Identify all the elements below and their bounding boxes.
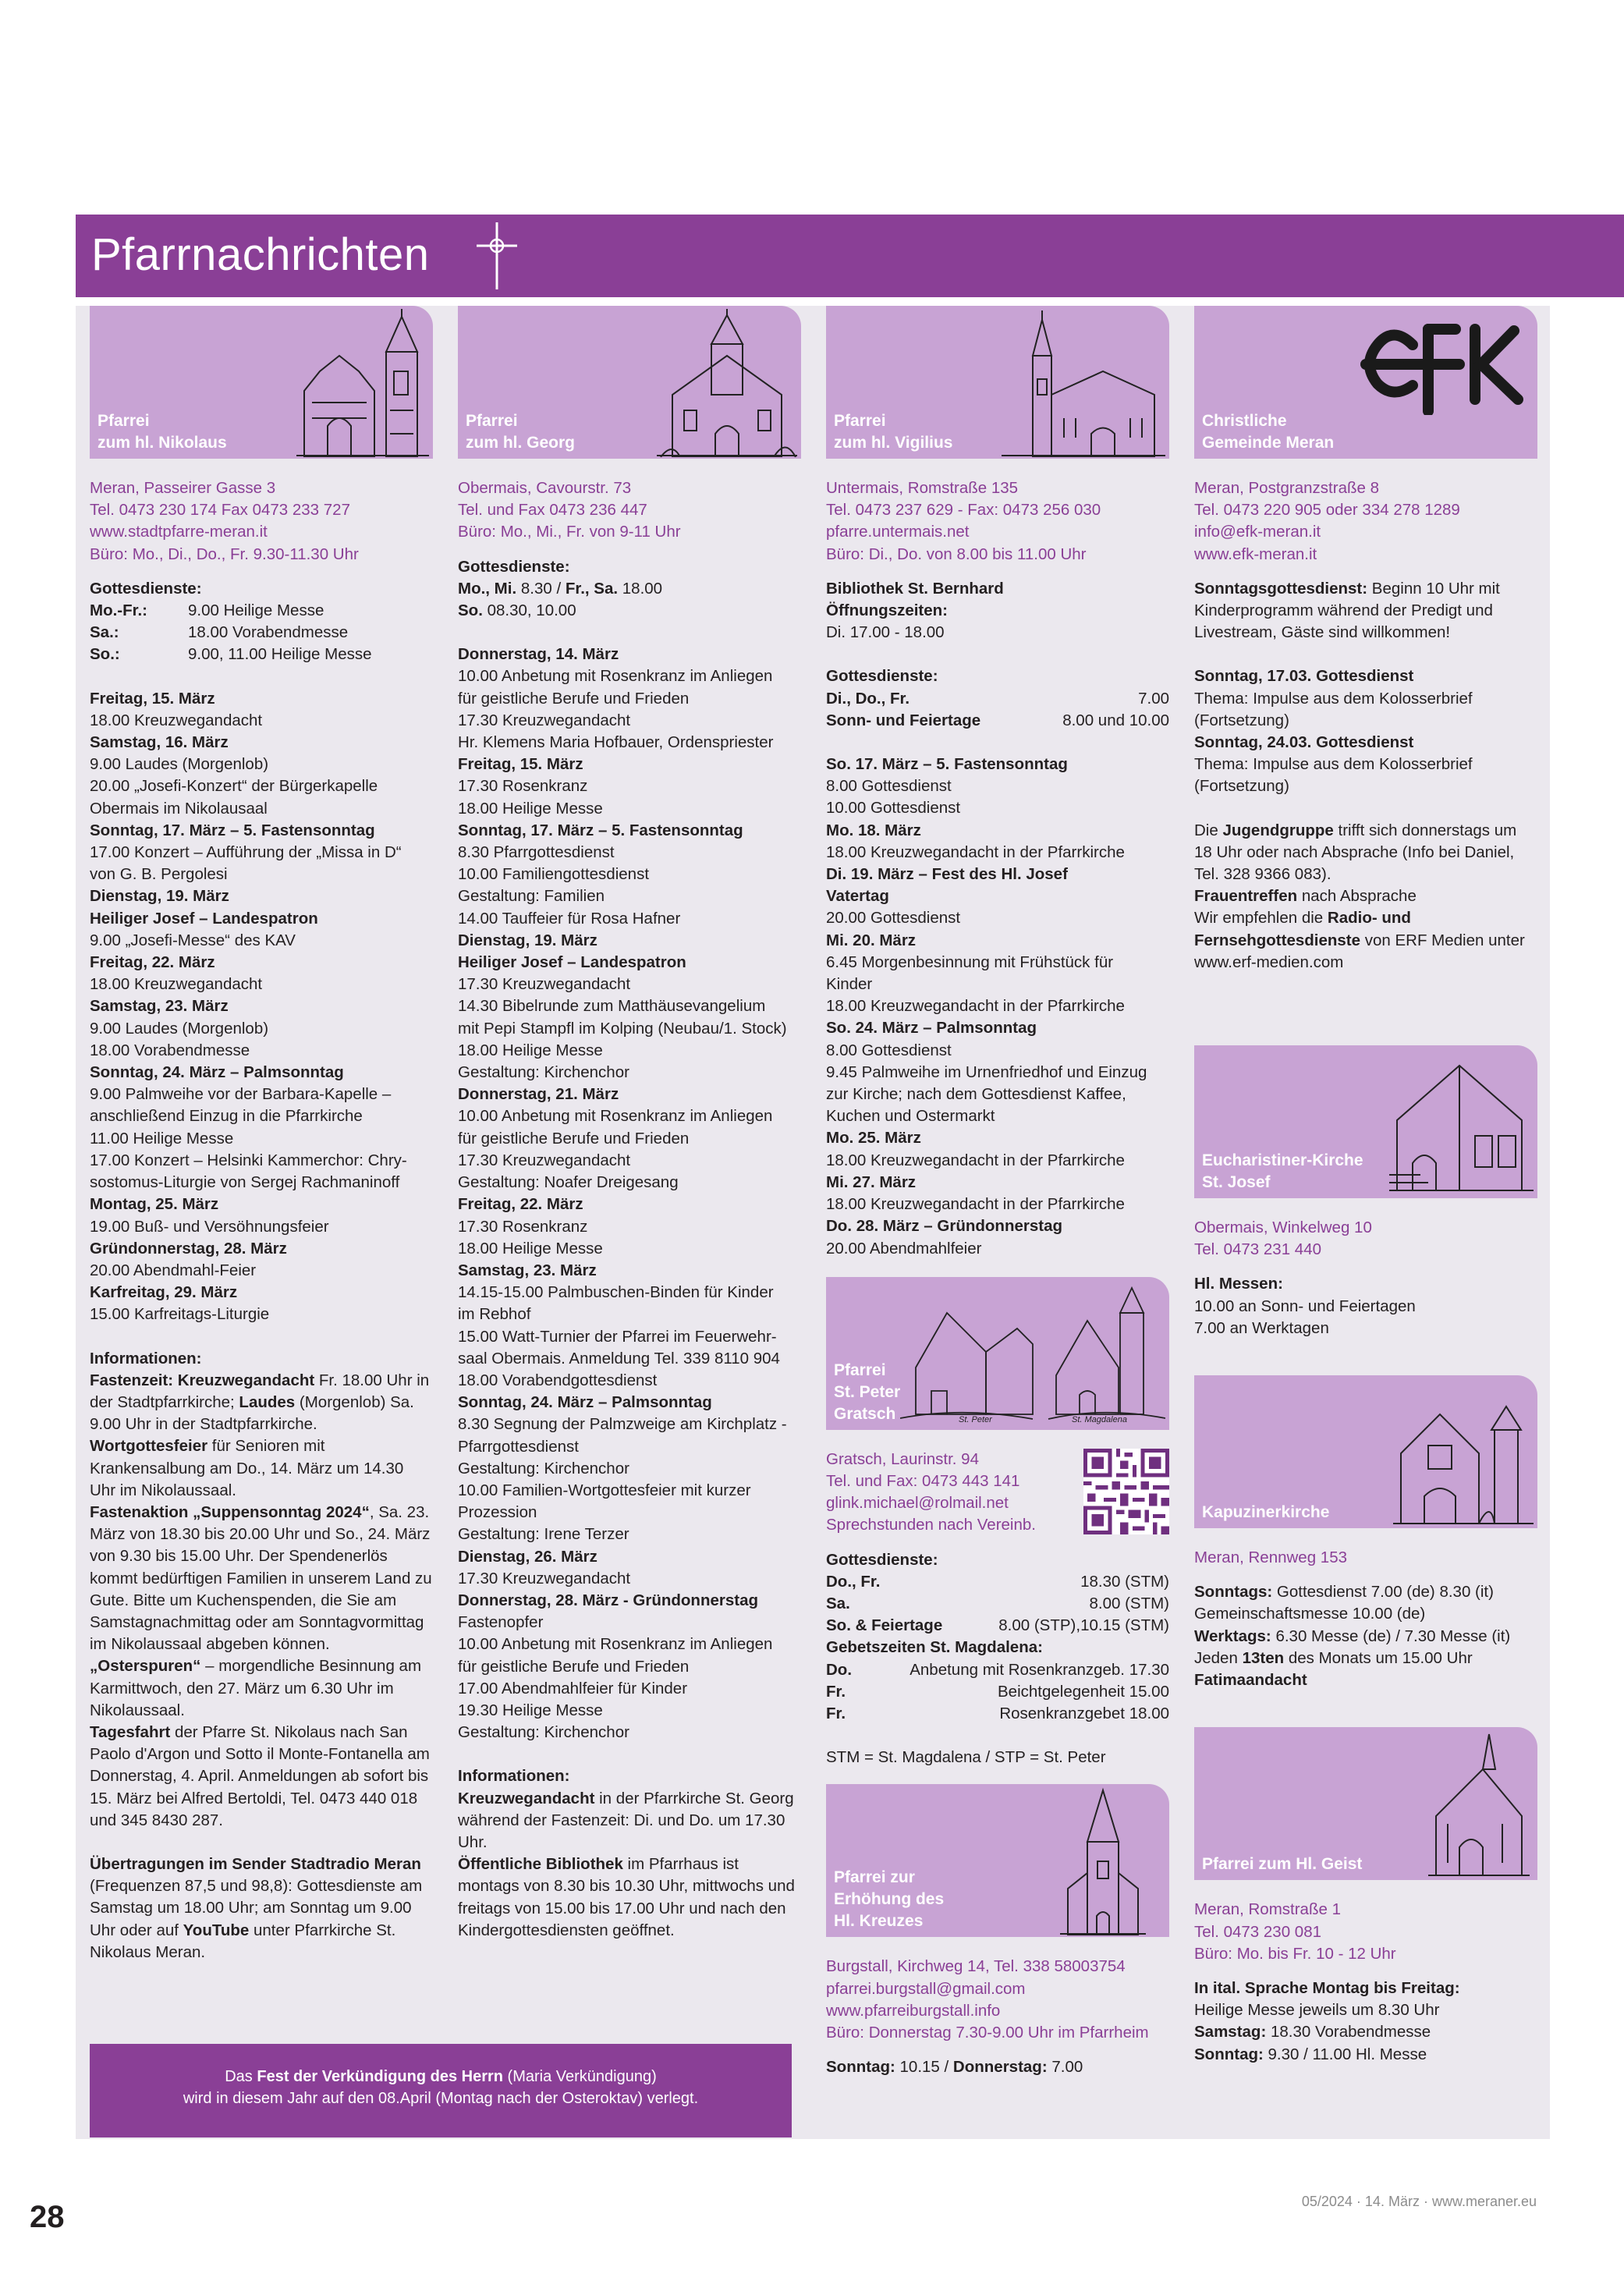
section-header bbox=[76, 215, 1624, 297]
parish-card-nikolaus bbox=[90, 306, 433, 459]
parish-schedule: Gottesdienste: Mo., Mi. 8.30 / Fr., Sa. 18.00 So. 08.30, 10.00 Donnerstag, 14. März 10.00 Anbetung mit Rosenkranz im Anliegen für geistliche Berufe und Frieden 17.30 Kreuzwegandacht Hr. Klemens Maria Hofbauer, Ordenspriester Freitag, 15. März 17.30 Rosenkranz 18.00 Heilige Messe Sonntag, 17. März – 5. Fastensonntag 8.30 Pfarrgottesdienst 10.00 Familiengottesdienst Gestaltung: Familien 14.00 Tauffeier für Rosa Hafner Dienstag, 19. März Heiliger Josef – Landespatron 17.30 Kreuzwegandacht 14.30 Bibelrunde zum Matthäusevangelium mit Pepi Stampfl im Kolping (Neubau/1. Stock) 18.00 Heilige Messe Gestaltung: Kirchenchor Donnerstag, 21. März 10.00 Anbetung mit Rosenkranz im Anliegen für geistliche Berufe und Frieden 17.30 Kreuzwegandacht Gestaltung: Noafer Dreigesang Freitag, 22. März 17.30 Rosenkranz 18.00 Heilige Messe Samstag, 23. März 14.15-15.00 Palmbuschen-Binden für Kinder im Rebhof 15.00 Watt-Turnier der Pfarrei im Feuerwehr- saal Obermais. Anmeldung Tel. 339 8110 904 18.00 Vorabendgottesdienst Sonntag, 24. März – Palmsonntag 8.30 Segnung der Palmzweige am Kirchplatz - Pfarrgottesdienst Gestaltung: Kirchenchor 10.00 Familien-Wortgottesfeier mit kurzer Prozession Gestaltung: Irene Terzer Dienstag, 26. März 17.30 Kreuzwegandacht Donnerstag, 28. März - Gründonnerstag Fastenopfer 10.00 Anbetung mit Rosenkranz im Anliegen für geistliche Berufe und Frieden 17.00 Abendmahlfeier für Kinder 19.30 Heilige Messe Gestaltung: Kirchenchor Informationen: Kreuzwegandacht in der Pfarrkirche St. Georg während der Fastenzeit: Di. und Do. um 17.30 Uhr. Öffentliche Bibliothek im Pfarrhaus ist montags von 8.30 bis 10.30 Uhr, mittwochs und freitags von 15.00 bis 17.00 Uhr und nach den Kindergottesdiensten geöffnet. bbox=[458, 557, 795, 1939]
card-title: Pfarrei St. Peter Gratsch bbox=[834, 1360, 901, 1423]
parish-address: Gratsch, Laurinstr. 94 Tel. und Fax: 0473 443 141 glink.michael@rolmail.net Sprechstunden nach Vereinb. bbox=[826, 1449, 1169, 1537]
church-illustration bbox=[1389, 1050, 1534, 1197]
column-vigilius bbox=[826, 306, 1169, 2078]
parish-card-efk bbox=[1194, 306, 1537, 459]
church-illustration bbox=[1393, 1383, 1534, 1527]
parish-card-hlgeist bbox=[1194, 1727, 1537, 1880]
church-illustration bbox=[1428, 1730, 1530, 1878]
sketch-label-st-magdalena: St. Magdalena bbox=[1072, 1414, 1127, 1424]
parish-address: Meran, Passeirer Gasse 3 Tel. 0473 230 174 Fax 0473 233 727 www.stadtpfarre-meran.it Büro: Mo., Di., Do., Fr. 9.30-11.30 Uhr bbox=[90, 477, 433, 566]
church-illustration bbox=[1002, 309, 1165, 457]
church-illustration bbox=[657, 309, 797, 457]
card-title: Pfarrei zur Erhöhung des Hl. Kreuzes bbox=[834, 1868, 945, 1931]
website-link[interactable]: www.efk-meran.it bbox=[1194, 545, 1317, 563]
parish-schedule: Gottesdienste: Mo.-Fr.: 9.00 Heilige Messe Sa.: 18.00 Vorabendmesse So.: 9.00, 11.00 Heilige Messe Freitag, 15. März 18.00 Kreuzwegandacht Samstag, 16. März 9.00 Laudes (Morgenlob) 20.00 „Josefi-Konzert“ der Bürgerkapelle Obermais im Nikolausaal Sonntag, 17. März – 5. Fastensonntag 17.00 Konzert – Aufführung der „Missa in D“ von G. B. Pergolesi Dienstag, 19. März Heiliger Josef – Landespatron 9.00 „Josefi-Messe“ des KAV Freitag, 22. März 18.00 Kreuzwegandacht Samstag, 23. März 9.00 Laudes (Morgenlob) 18.00 Vorabendmesse Sonntag, 24. März – Palmsonntag 9.00 Palmweihe vor der Barbara-Kapelle – anschließend Einzug in die Pfarrkirche 11.00 Heilige Messe 17.00 Konzert – Helsinki Kammerchor: Chry- sostomus-Liturgie von Sergej Rachmaninoff Montag, 25. März 19.00 Buß- und Versöhnungsfeier Gründonnerstag, 28. März 20.00 Abendmahl-Feier Karfreitag, 29. März 15.00 Karfreitags-Liturgie Informationen: Fastenzeit: Kreuzwegandacht Fr. 18.00 Uhr in der Stadtpfarrkirche; Laudes (Morgenlob) Sa. 9.00 Uhr in der Stadtpfarrkirche. Wortgottesfeier für Senioren mit Krankensalbung am Do., 14. März um 14.30 Uhr im Nikolaussaal. Fastenaktion „Suppensonntag 2024“, Sa. 23. März von 18.30 bis 20.00 Uhr und So., 24. März von 9.30 bis 15.00 Uhr. Der Spendenerlös kommt bedürftigen Familien in unserem Land zu Gute. Bitte um Kuchenspenden, die Sie am Samstagnachmittag oder am Sonntagvormittag im Nikolaussaal abgeben können. „Osterspuren“ – morgendliche Besinnung am Karmittwoch, den 27. März um 6.30 Uhr im Nikolaussaal. Tagesfahrt der Pfarre St. Nikolaus nach San Paolo d'Argon und Sotto il Monte-Fontanella am Donnerstag, 4. April. Anmeldungen ab sofort bis 15. März bei Alfred Bertoldi, Tel. 0473 440 018 und 345 8430 287. Übertragungen im Sender Stadtradio Meran (Frequenzen 87,5 und 98,8): Gottesdienste am Samstag um 18.00 Uhr; am Sonntag um 9.00 Uhr oder auf YouTube unter Pfarrkirche St. Nikolaus Meran. bbox=[90, 579, 432, 1961]
card-title: Pfarrei zum hl. Georg bbox=[466, 412, 576, 452]
parish-address: Burgstall, Kirchweg 14, Tel. 338 58003754 pfarrei.burgstall@gmail.com www.pfarreiburgstall.info Büro: Donnerstag 7.30-9.00 Uhr im Pfarrheim bbox=[826, 1956, 1169, 2044]
email-link[interactable]: pfarrei.burgstall@gmail.com bbox=[826, 1979, 1026, 1998]
parish-address: Meran, Postgranzstraße 8 Tel. 0473 220 905 oder 334 278 1289 info@efk-meran.it www.efk-meran.it bbox=[1194, 477, 1537, 566]
content-panel bbox=[76, 306, 1550, 2139]
page-footer: 05/2024 · 14. März · www.meraner.eu bbox=[1301, 2194, 1537, 2209]
email-link[interactable]: glink.michael@rolmail.net bbox=[826, 1494, 1009, 1513]
parish-address: Obermais, Cavourstr. 73 Tel. und Fax 0473 236 447 Büro: Mo., Mi., Fr. von 9-11 Uhr bbox=[458, 479, 681, 541]
parish-address: Obermais, Winkelweg 10 Tel. 0473 231 440 bbox=[1194, 1219, 1372, 1259]
column-georg bbox=[458, 306, 801, 1942]
page-title: Pfarrnachrichten bbox=[91, 229, 430, 280]
website-link[interactable]: www.pfarreiburgstall.info bbox=[826, 2001, 1001, 2020]
church-sketch-illustration bbox=[900, 1282, 1165, 1427]
card-title: Pfarrei zum hl. Vigilius bbox=[834, 412, 953, 452]
card-title: Kapuzinerkirche bbox=[1202, 1503, 1330, 1522]
parish-schedule: Sonntag: 10.15 / Donnerstag: 7.00 bbox=[826, 2058, 1083, 2077]
card-title: Pfarrei zum Hl. Geist bbox=[1202, 1855, 1363, 1874]
email-link[interactable]: info@efk-meran.it bbox=[1194, 523, 1321, 541]
church-illustration bbox=[296, 309, 429, 457]
parish-schedule: Bibliothek St. Bernhard Öffnungszeiten: Di. 17.00 - 18.00 Gottesdienste: Di., Do., Fr. 7.00 Sonn- und Feiertage 8.00 und 10.00 So. 17. März – 5. Fastensonntag 8.00 Gottesdienst 10.00 Gottesdienst Mo. 18. März 18.00 Kreuzwegandacht in der Pfarrkirche Di. 19. März – Fest des Hl. Josef Vatertag 20.00 Gottesdienst Mi. 20. März 6.45 Morgenbesinnung mit Frühstück für Kinder 18.00 Kreuzwegandacht in der Pfarrkirche So. 24. März – Palmsonntag 8.00 Gottesdienst 9.45 Palmweihe im Urnenfriedhof und Einzug zur Kirche; nach dem Gottesdienst Kaffee, Kuchen und Ostermarkt Mo. 25. März 18.00 Kreuzwegandacht in der Pfarrkirche Mi. 27. März 18.00 Kreuzwegandacht in der Pfarrkirche Do. 28. März – Gründonnerstag 20.00 Abendmahlfeier bbox=[826, 579, 1169, 1258]
parish-address: Meran, Rennweg 153 bbox=[1194, 1548, 1348, 1567]
parish-address: Meran, Romstraße 1 Tel. 0473 230 081 Büro: Mo. bis Fr. 10 - 12 Uhr bbox=[1194, 1900, 1396, 1963]
parish-schedule: Sonntagsgottesdienst: Beginn 10 Uhr mit Kinderprogramm während der Predigt und Livestream, Gäste sind willkommen! Sonntag, 17.03. Gottesdienst Thema: Impulse aus dem Kolosserbrief (Fortsetzung) Sonntag, 24.03. Gottesdienst Thema: Impulse aus dem Kolosserbrief (Fortsetzung) Die Jugendgruppe trifft sich donnerstags um 18 Uhr oder nach Absprache (Info bei Daniel, Tel. 328 9366 083). Frauentreffen nach Absprache Wir empfehlen die Radio- und Fernsehgottesdienste von ERF Medien unter www.erf-medien.com bbox=[1194, 579, 1525, 971]
parish-card-eucharistiner bbox=[1194, 1045, 1537, 1198]
parish-card-burgstall bbox=[826, 1784, 1169, 1937]
cross-icon bbox=[473, 222, 520, 289]
column-efk bbox=[1194, 306, 1537, 2066]
parish-card-stpeter bbox=[826, 1277, 1169, 1430]
efk-logo bbox=[1358, 321, 1530, 415]
parish-card-georg bbox=[458, 306, 801, 459]
parish-card-vigilius bbox=[826, 306, 1169, 459]
card-title: Christliche Gemeinde Meran bbox=[1202, 412, 1335, 452]
website-link[interactable]: www.stadtpfarre-meran.it bbox=[90, 523, 268, 541]
sketch-label-st-peter: St. Peter bbox=[959, 1414, 992, 1424]
card-title: Eucharistiner-Kirche St. Josef bbox=[1202, 1151, 1363, 1192]
parish-schedule: Hl. Messen: 10.00 an Sonn- und Feiertagen 7.00 an Werktagen bbox=[1194, 1275, 1416, 1337]
parish-schedule: Sonntags: Gottesdienst 7.00 (de) 8.30 (it) Gemeinschaftsmesse 10.00 (de) Werktags: 6.30 Messe (de) / 7.30 Messe (it) Jeden 13ten des Monats um 15.00 Uhr Fatimaandacht bbox=[1194, 1583, 1511, 1690]
parish-address: Untermais, Romstraße 135 Tel. 0473 237 629 - Fax: 0473 256 030 pfarre.untermais.net Büro: Di., Do. von 8.00 bis 11.00 Uhr bbox=[826, 477, 1169, 566]
announcement-banner: Das Fest der Verkündigung des Herrn (Maria Verkündigung) wird in diesem Jahr auf den 08.April (Montag nach der Osteroktav) verlegt. bbox=[90, 2044, 792, 2137]
page-number: 28 bbox=[30, 2200, 65, 2234]
card-title: Pfarrei zum hl. Nikolaus bbox=[98, 412, 227, 452]
column-nikolaus bbox=[90, 306, 433, 1964]
parish-schedule: Gottesdienste: Do., Fr. 18.30 (STM) Sa. 8.00 (STM) So. & Feiertage 8.00 (STP),10.15 (STM) Gebetszeiten St. Magdalena: Do. Anbetung mit Rosenkranzgeb. 17.30 Fr. Beichtgelegenheit 15.00 Fr. Rosenkranzgebet 18.00 STM = St. Magdalena / STP = St. Peter bbox=[826, 1550, 1169, 1767]
parish-schedule: In ital. Sprache Montag bis Freitag: Heilige Messe jeweils um 8.30 Uhr Samstag: 18.30 Vorabendmesse Sonntag: 9.30 / 11.00 Hl. Messe bbox=[1194, 1978, 1460, 2063]
parish-card-kapuziner bbox=[1194, 1375, 1537, 1528]
qr-code-icon[interactable] bbox=[1083, 1449, 1169, 1534]
church-illustration bbox=[1060, 1787, 1146, 1935]
website-link[interactable]: pfarre.untermais.net bbox=[826, 523, 970, 541]
